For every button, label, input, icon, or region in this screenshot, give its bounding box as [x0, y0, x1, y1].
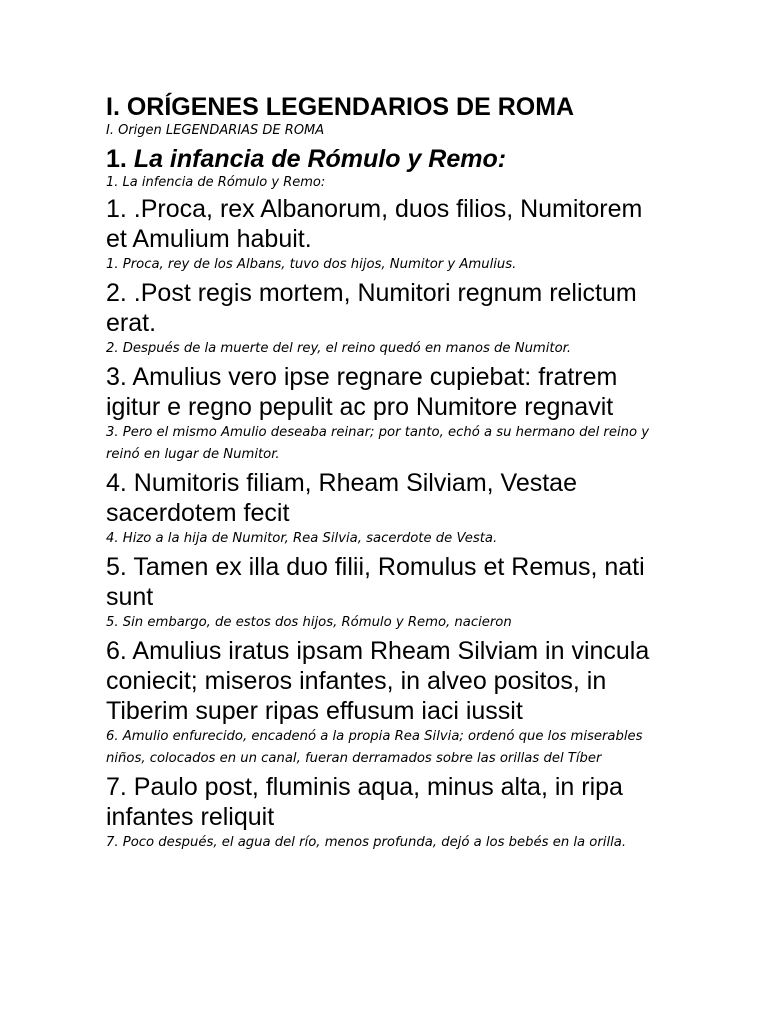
translation-sentence-6: 6. Amulio enfurecido, encadenó a la propia Rea Silvia; ordenó que los miserables niños, colocados en un canal, fueran derramados sobre las orillas del Tíber: [106, 729, 643, 766]
translation-sentence-4: 4. Hizo a la hija de Numitor, Rea Silvia, sacerdote de Vesta.: [106, 531, 498, 546]
latin-sentence-1: 1. .Proca, rex Albanorum, duos filios, Numitorem et Amulium habuit.: [106, 195, 643, 253]
translation-sentence-5: 5. Sin embargo, de estos dos hijos, Rómulo y Remo, nacieron: [106, 615, 512, 630]
latin-sentence-2: 2. .Post regis mortem, Numitori regnum relictum erat.: [106, 279, 637, 337]
latin-sentence-5: 5. Tamen ex illa duo filii, Romulus et Remus, nati sunt: [106, 553, 645, 611]
section-title: La infancia de Rómulo y Remo:: [133, 145, 507, 173]
document-content: [106, 92, 666, 856]
translation-sentence-1: 1. Proca, rey de los Albans, tuvo dos hijos, Numitor y Amulius.: [106, 257, 517, 272]
translation-sentence-3: 3. Pero el mismo Amulio deseaba reinar; por tanto, echó a su hermano del reino y reinó en lugar de Numitor.: [106, 425, 650, 462]
latin-sentence-6: 6. Amulius iratus ipsam Rheam Silviam in vincula coniecit; miseros infantes, in alveo positos, in Tiberim super ripas effusum iaci iussit: [106, 637, 650, 725]
section-heading-translation: 1. La infencia de Rómulo y Remo:: [106, 175, 326, 190]
latin-sentence-7: 7. Paulo post, fluminis aqua, minus alta, in ripa infantes reliquit: [106, 773, 623, 831]
section-heading: [106, 144, 666, 174]
section-number: 1.: [106, 145, 127, 173]
latin-sentence-4: 4. Numitoris filiam, Rheam Silviam, Vestae sacerdotem fecit: [106, 469, 577, 527]
translation-sentence-2: 2. Después de la muerte del rey, el reino quedó en manos de Numitor.: [106, 341, 572, 356]
translation-sentence-7: 7. Poco después, el agua del río, menos profunda, dejó a los bebés en la orilla.: [106, 835, 627, 850]
latin-sentence-3: 3. Amulius vero ipse regnare cupiebat: fratrem igitur e regno pepulit ac pro Numitore regnavit: [106, 363, 618, 421]
document-title-translation: I. Origen LEGENDARIAS DE ROMA: [106, 123, 325, 138]
document-title: I. ORÍGENES LEGENDARIOS DE ROMA: [106, 93, 575, 121]
